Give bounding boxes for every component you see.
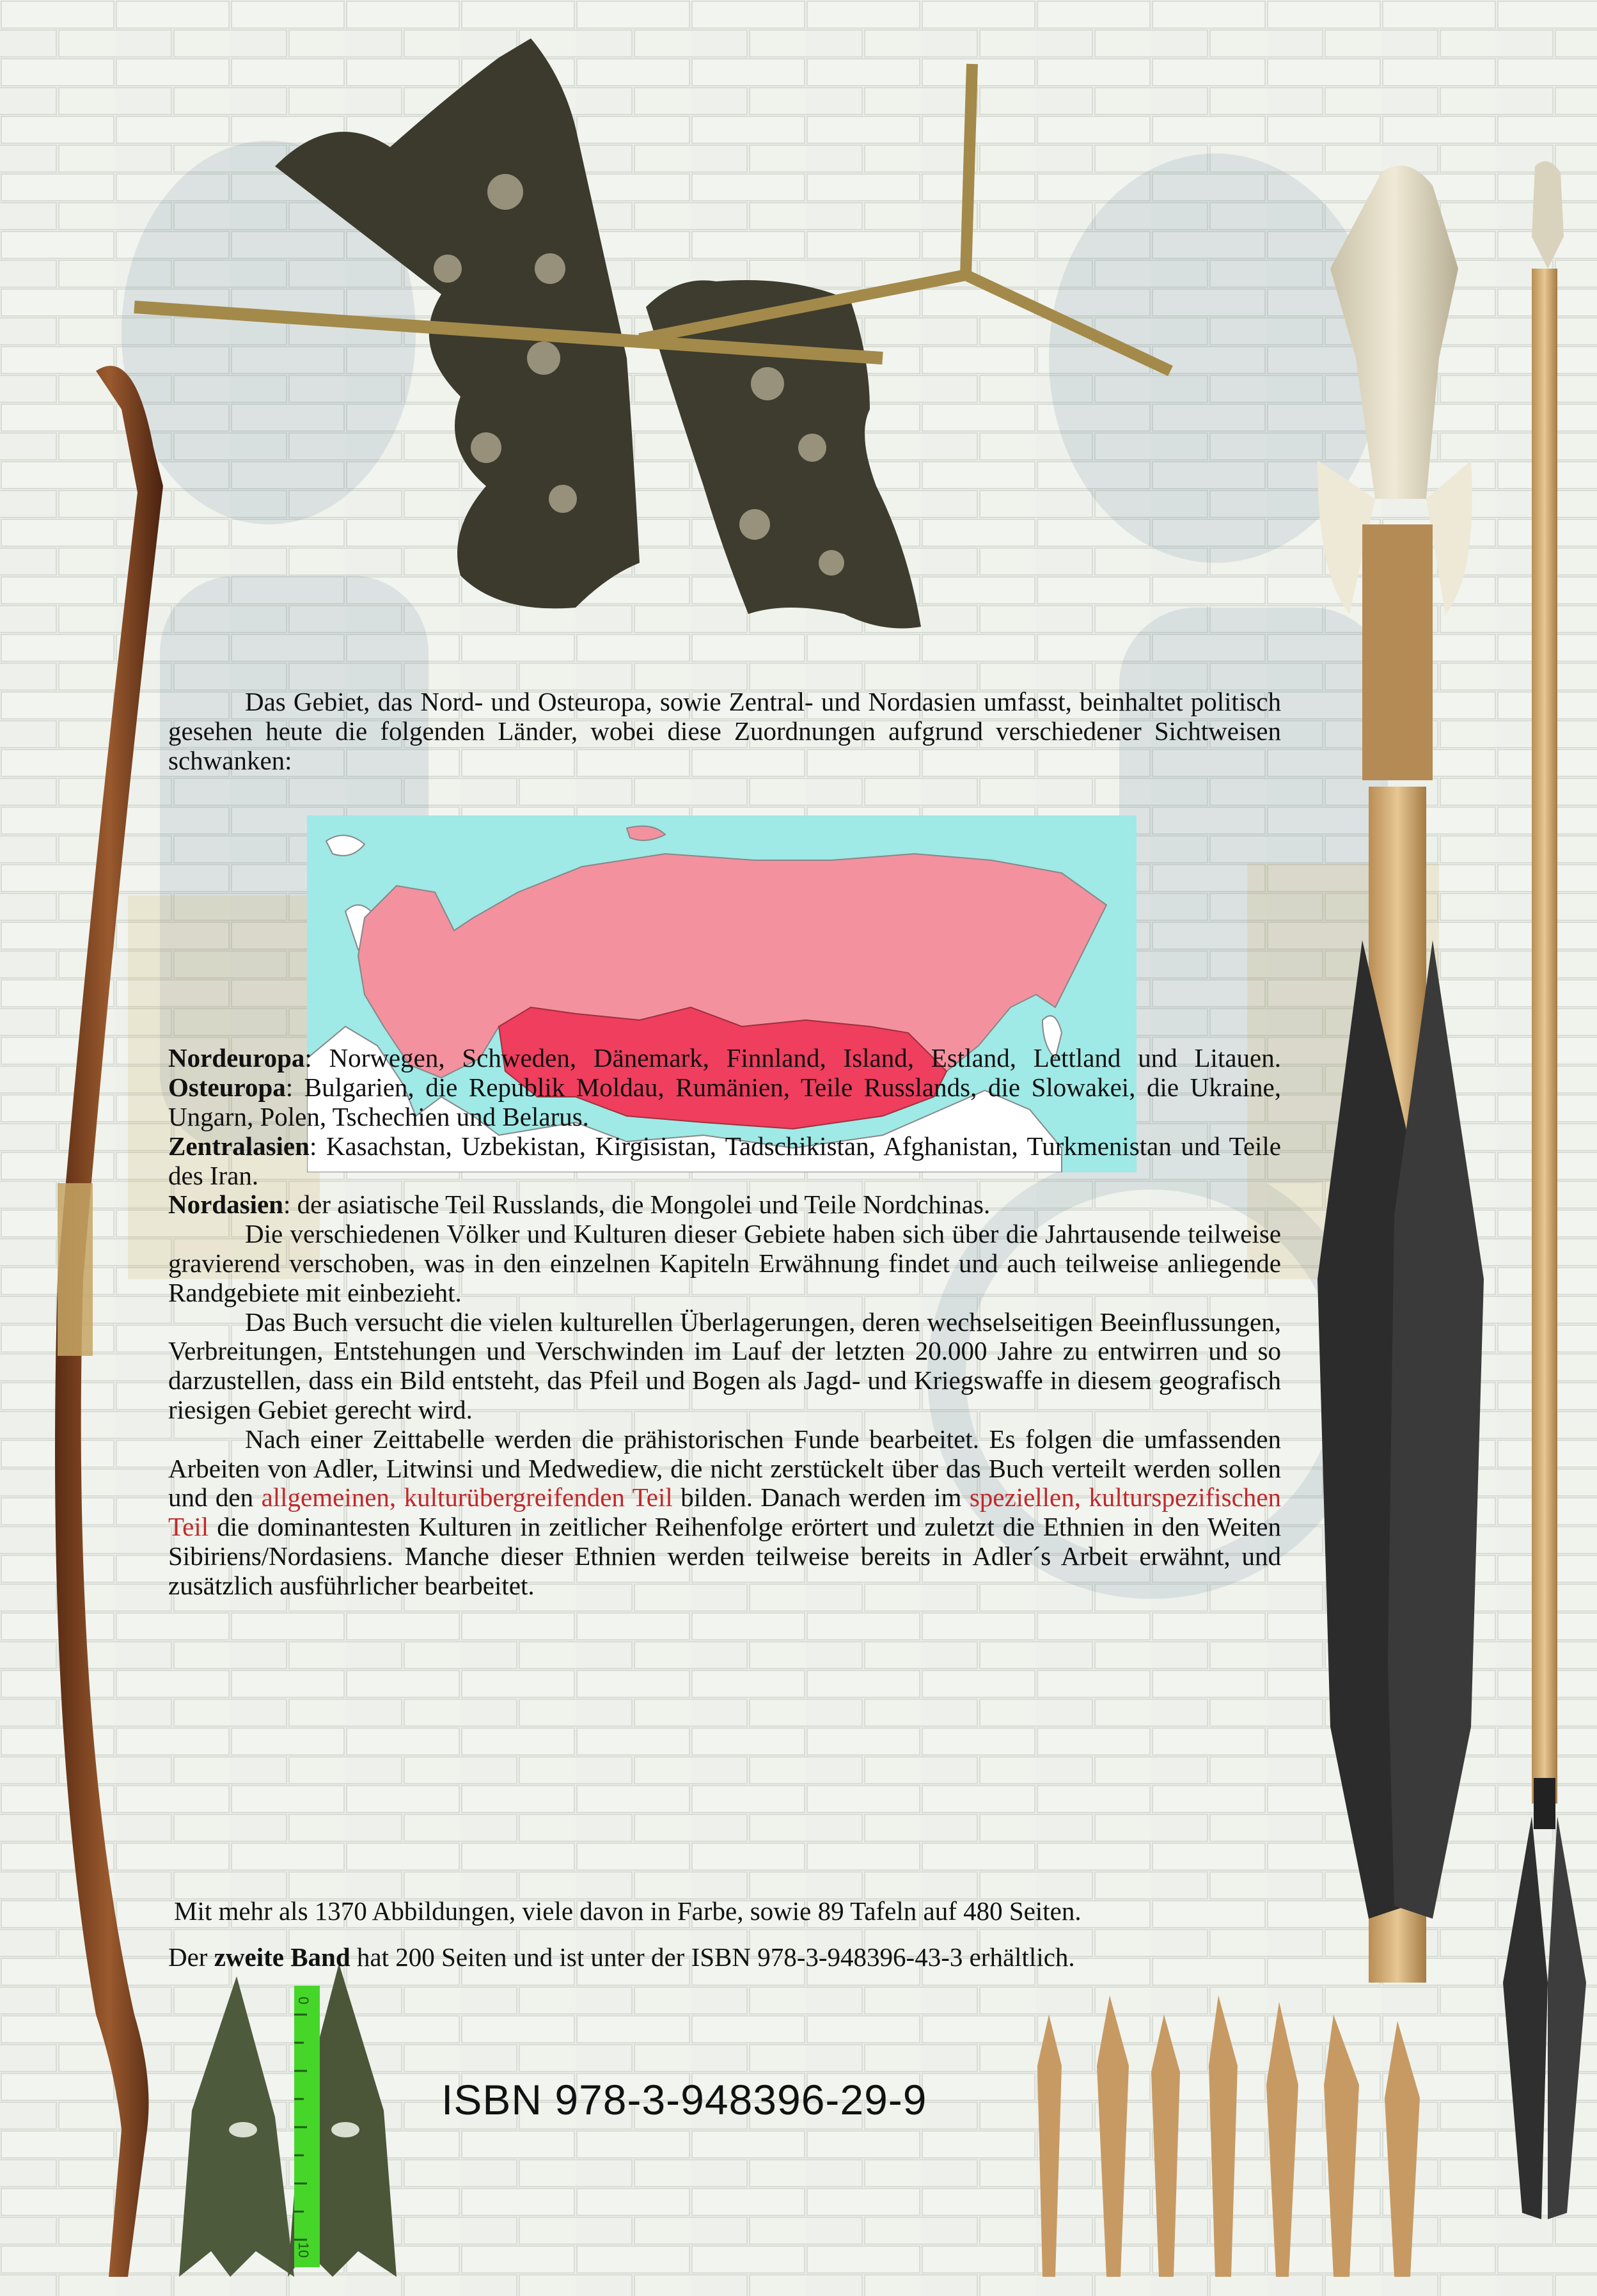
- second-volume-label: zweite Band: [214, 1942, 350, 1972]
- paragraph-voelker: Die verschiedenen Völker und Kulturen dieser Gebiete haben sich über die Jahrtausende teilweise gravierend verschoben, was in den einzelnen Kapiteln Erwähnung findet und auch teilweise anliegende Randgebiete mit einbezieht.: [168, 1219, 1281, 1307]
- p3-text-b: bilden. Danach werden im: [672, 1482, 970, 1513]
- ruler-illustration: [294, 1986, 320, 2267]
- general-part-highlight: allgemeinen, kulturübergreifenden Teil: [261, 1482, 673, 1513]
- ruler-bottom-label: 10: [295, 2242, 312, 2258]
- map-spacer: [168, 775, 1281, 1044]
- nordasien-text: : der asiatische Teil Russlands, die Mongolei und Teile Nordchinas.: [283, 1190, 991, 1220]
- special-part-highlight: speziellen, kulturspezifischen Teil: [168, 1482, 1282, 1542]
- isbn-number: ISBN 978-3-948396-29-9: [441, 2076, 927, 2123]
- paragraph-buch: Das Buch versucht die vielen kulturellen Überlagerungen, deren wechselseitigen Beeinflussungen, Verbreitungen, Entstehungen und Verschwinden im Lauf der letzten 20.000 Jahre zu entwirren und so darzustellen, dass ein Bild entsteht, das Pfeil und Bogen als Jagd- und Kriegswaffe in diesem geografisch riesigen Gebiet gerecht wird.: [168, 1307, 1281, 1424]
- second-volume-prefix: Der: [168, 1942, 214, 1972]
- second-volume-info: [168, 1942, 1075, 1972]
- zentralasien-text: : Kasachstan, Uzbekistan, Kirgisistan, Tadschikistan, Afghanistan, Turkmenistan und Teile des Iran.: [168, 1131, 1281, 1190]
- regions-nordasien-paragraph: [168, 1190, 1281, 1220]
- nordeuropa-label: Nordeuropa: [168, 1043, 305, 1073]
- nordasien-label: Nordasien: [168, 1190, 283, 1220]
- paragraph-zeittabelle: [168, 1425, 1281, 1601]
- regions-europe-paragraph: [168, 1044, 1281, 1131]
- osteuropa-label: Osteuropa: [168, 1073, 286, 1103]
- main-text: [168, 688, 1281, 1601]
- osteuropa-text: : Bulgarien, die Republik Moldau, Rumänien, Teile Russlands, die Slowakei, die Ukraine, Ungarn, Polen, Tschechien und Belarus.: [168, 1073, 1281, 1131]
- ruler-top-label: 0: [295, 1996, 312, 2005]
- second-volume-suffix: hat 200 Seiten und ist unter der ISBN 978-3-948396-43-3 erhältlich.: [350, 1942, 1075, 1972]
- zentralasien-label: Zentralasien: [168, 1131, 310, 1161]
- p3-text-a: Nach einer Zeittabelle werden die prähistorischen Funde bearbeitet. Es folgen die umfassenden Arbeiten von Adler, Litwinsi und Medwediew, die nicht zerstückelt über das Buch verteilt werden sollen und den: [168, 1424, 1281, 1513]
- nordeuropa-text: : Norwegen, Schweden, Dänemark, Finnland, Island, Estland, Lettland und Litauen.: [304, 1043, 1281, 1073]
- illustrations-info: Mit mehr als 1370 Abbildungen, viele davon in Farbe, sowie 89 Tafeln auf 480 Seiten.: [174, 1896, 1082, 1926]
- p3-text-c: die dominantesten Kulturen in zeitlicher Reihenfolge erörtert und zuletzt die Ethnien in den Weiten Sibiriens/Nordasiens. Manche dieser Ethnien werden teilweise bereits in Adler´s Arbeit erwähnt, und zusätzlich ausführlicher bearbeitet.: [168, 1512, 1281, 1600]
- intro-paragraph: Das Gebiet, das Nord- und Osteuropa, sowie Zentral- und Nordasien umfasst, beinhaltet politisch gesehen heute die folgenden Länder, wobei diese Zuordnungen aufgrund verschiedener Sichtweisen schwanken:: [168, 687, 1281, 775]
- regions-zentralasien-paragraph: [168, 1132, 1281, 1191]
